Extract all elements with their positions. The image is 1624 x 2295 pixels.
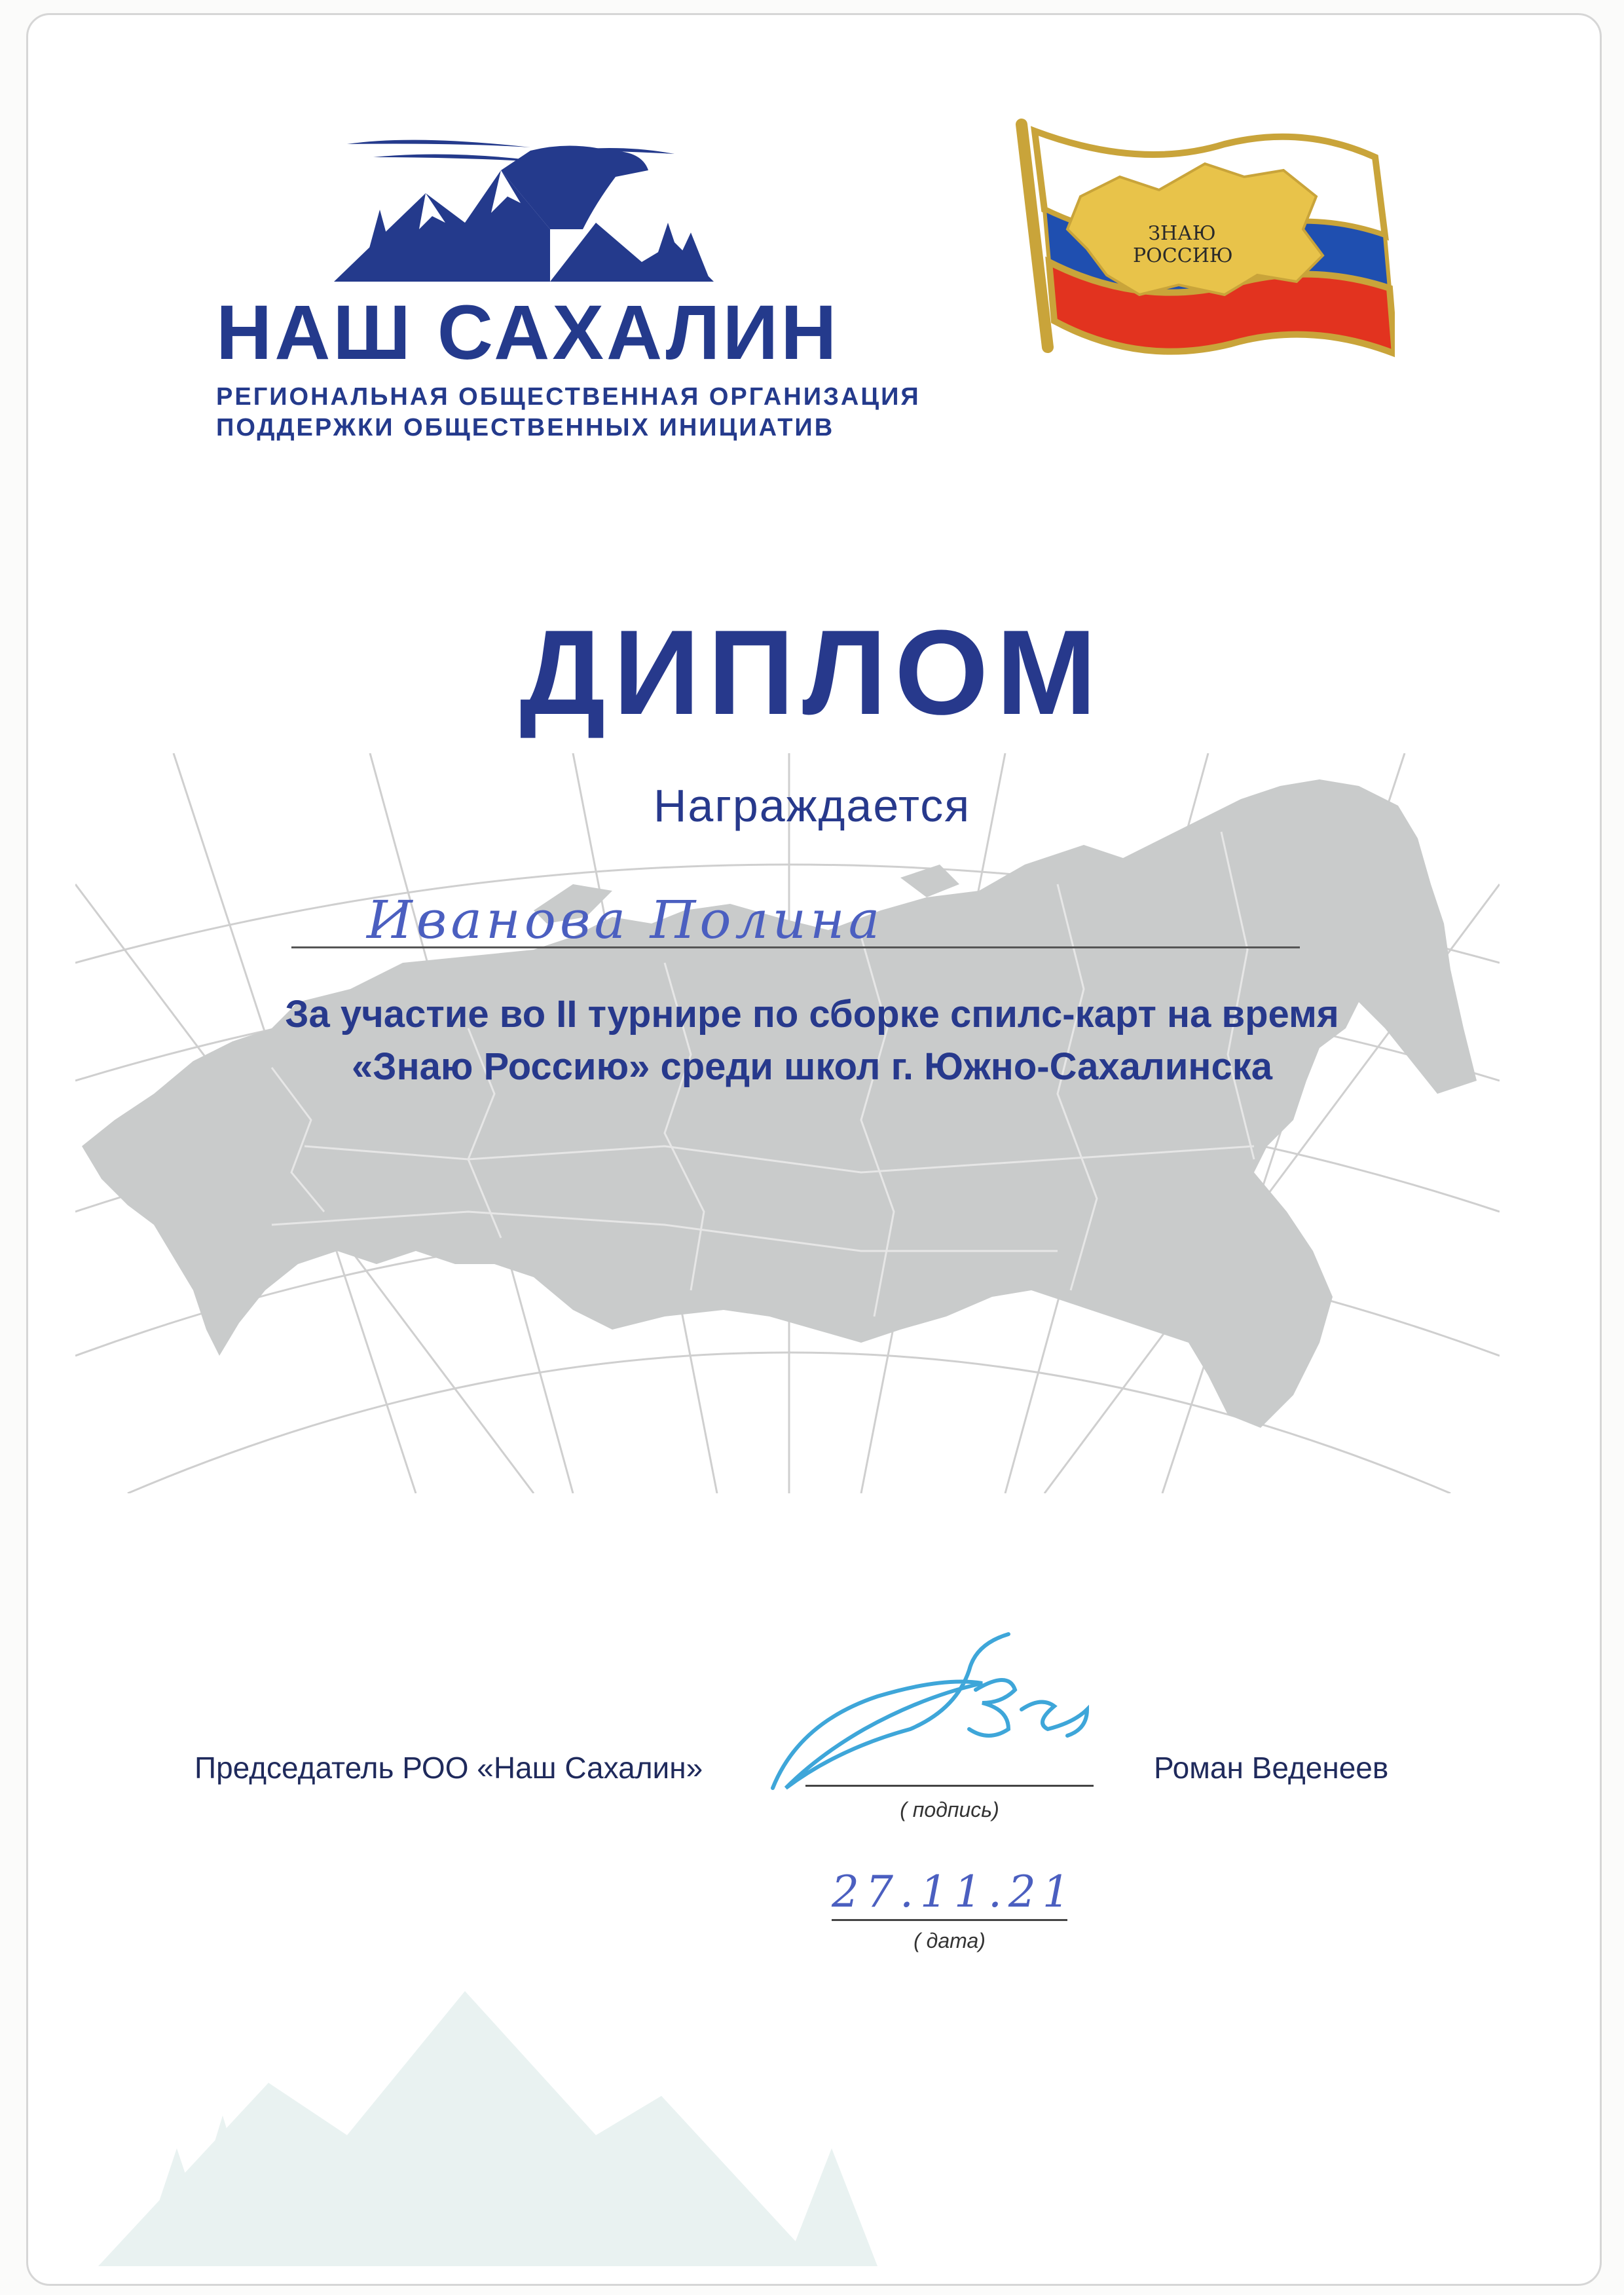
nash-sakhalin-logo bbox=[216, 131, 921, 445]
recipient-name-line bbox=[291, 946, 1300, 948]
signature-icon bbox=[760, 1631, 1100, 1801]
znayu-rossiyu-badge bbox=[1008, 118, 1395, 373]
russia-map-icon bbox=[75, 753, 1500, 1493]
awarded-label: Награждается bbox=[653, 780, 971, 831]
date-caption: ( дата) bbox=[913, 1929, 986, 1952]
org-subtitle-line1: РЕГИОНАЛЬНАЯ ОБЩЕСТВЕННАЯ ОРГАНИЗАЦИЯ bbox=[216, 383, 921, 411]
date-handwritten: 27.11.21 bbox=[832, 1867, 1077, 1917]
org-name: НАШ САХАЛИН bbox=[216, 289, 840, 376]
reason-line2: «Знаю Россию» среди школ г. Южно-Сахалинска bbox=[351, 1045, 1273, 1088]
mountain-bear-logo-icon bbox=[334, 131, 714, 288]
reason-line1: За участие во II турнире по сборке спилс-карт на время bbox=[285, 993, 1339, 1036]
signature-line bbox=[805, 1785, 1094, 1787]
signature-caption: ( подпись) bbox=[900, 1798, 999, 1821]
diploma-title: ДИПЛОМ bbox=[519, 605, 1105, 739]
signer-name: Роман Веденеев bbox=[1154, 1751, 1389, 1785]
recipient-name-handwritten: Иванова Полина bbox=[367, 889, 884, 950]
org-subtitle-line2: ПОДДЕРЖКИ ОБЩЕСТВЕННЫХ ИНИЦИАТИВ bbox=[216, 414, 835, 441]
mountain-watermark-icon bbox=[98, 1899, 1015, 2266]
chair-label: Председатель РОО «Наш Сахалин» bbox=[194, 1751, 703, 1785]
badge-text: ЗНАЮ РОССИЮ bbox=[1133, 222, 1233, 267]
